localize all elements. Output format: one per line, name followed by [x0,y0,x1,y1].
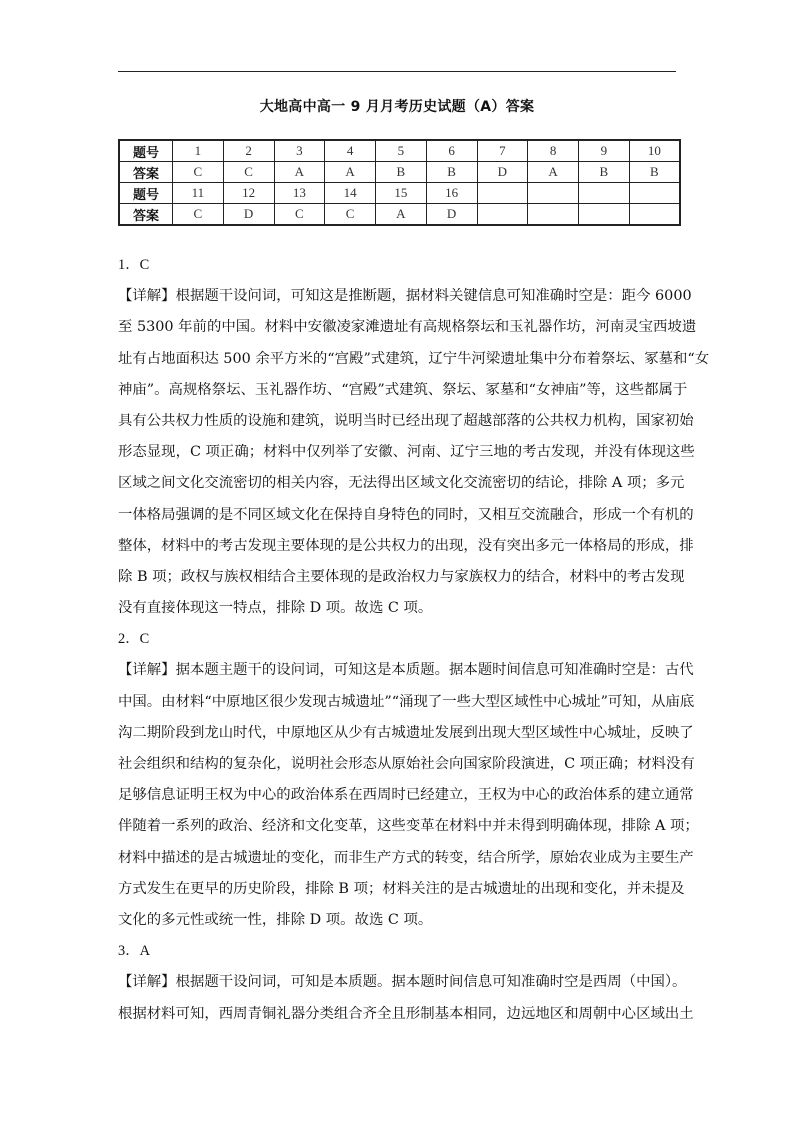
document-title: 大地高中高一 9 月月考历史试题（A）答案 [259,99,535,115]
answer-table [118,139,681,226]
answer-cell: C [173,204,224,226]
row-label: 题号 [119,183,173,204]
question-number-cell: 7 [477,140,528,162]
question-number-cell: 1 [173,140,224,162]
question-number-cell [477,183,528,204]
question-number-cell: 10 [629,140,680,162]
explanation-line: 至 5300 年前的中国。材料中安徽凌家滩遗址有高规格祭坛和玉礼器作坊，河南灵宝西坡遗 [118,319,697,336]
answer-cell: D [477,162,528,183]
explanation-line: 社会组织和结构的复杂化，说明社会形态从原始社会向国家阶段演进，C 项正确；材料没有 [118,756,695,772]
explanation-line: 整体，材料中的考古发现主要体现的是公共权力的出现，没有突出多元一体格局的形成，排 [118,537,694,554]
question-number-row [119,140,680,162]
explanation-line: 中国。由材料“中原地区很少发现古城遗址”“涌现了一些大型区域性中心城址”可知，从庙底 [118,693,695,710]
question-number-cell: 15 [376,183,427,204]
answer-cell [579,204,630,226]
explanation-line: 伴随着一系列的政治、经济和文化变革，这些变革在材料中并未得到明确体现，排除 A 项； [118,818,699,835]
explanation-line: 没有直接体现这一特点，排除 D 项。故选 C 项。 [118,600,433,617]
answer-explanations [118,250,710,1030]
explanation-line: 区域之间文化交流密切的相关内容，无法得出区域文化交流密切的结论，排除 A 项；多元 [118,475,685,492]
explanation-line: 形态显现，C 项正确；材料中仅列举了安徽、河南、辽宁三地的考古发现，并没有体现这些 [118,444,695,461]
row-label: 答案 [119,204,173,226]
question-number-cell [579,183,630,204]
question-number-cell: 9 [579,140,630,162]
question-number-cell: 16 [426,183,477,204]
question-answer-heading: 3．A [118,943,150,960]
question-answer-heading: 1．C [118,257,150,273]
answer-cell: A [528,162,579,183]
answer-cell: D [426,204,477,226]
explanation-line: 除 B 项；政权与族权相结合主要体现的是政治权力与家族权力的结合，材料中的考古发现 [118,568,685,585]
explanation-line: 神庙”。高规格祭坛、玉礼器作坊、“宫殿”式建筑、祭坛、冢墓和“女神庙”等，这些都属于 [118,381,688,398]
answer-cell [629,204,680,226]
explanation-line: 址有占地面积达 500 余平方米的“宫殿”式建筑，辽宁牛河梁遗址集中分布着祭坛、冢墓和“女 [118,350,710,367]
question-number-cell: 8 [528,140,579,162]
answer-cell: A [274,162,325,183]
answer-cell: B [426,162,477,183]
header-rule [118,71,676,72]
question-number-cell: 4 [325,140,376,162]
explanation-line: 【详解】根据题干设问词，可知是本质题。据本题时间信息可知准确时空是西周（中国）。 [118,974,687,991]
explanation-line: 根据材料可知，西周青铜礼器分类组合齐全且形制基本相同，边远地区和周朝中心区域出土 [118,1005,694,1022]
answer-cell [477,204,528,226]
answer-cell: D [223,204,274,226]
answer-cell: B [629,162,680,183]
question-number-cell: 2 [223,140,274,162]
explanation-line: 沟二期阶段到龙山时代，中原地区从少有古城遗址发展到出现大型区域性中心城址，反映了 [118,724,694,741]
question-explanation [118,936,694,1030]
answer-row [119,162,680,183]
question-number-row [119,183,680,204]
answer-cell: C [274,204,325,226]
answer-cell: B [376,162,427,183]
answer-cell: C [325,204,376,226]
question-number-cell: 11 [173,183,224,204]
question-number-cell [528,183,579,204]
question-number-cell: 12 [223,183,274,204]
explanation-line: 文化的多元性或统一性，排除 D 项。故选 C 项。 [118,911,433,928]
question-number-cell [629,183,680,204]
row-label: 答案 [119,162,173,183]
row-label: 题号 [119,140,173,162]
explanation-line: 一体格局强调的是不同区域文化在保持自身特色的同时，又相互交流融合，形成一个有机的 [118,506,694,523]
explanation-line: 具有公共权力性质的设施和建筑，说明当时已经出现了超越部落的公共权力机构，国家初始 [118,412,694,429]
explanation-line: 材料中描述的是古城遗址的变化，而非生产方式的转变，结合所学，原始农业成为主要生产 [118,849,694,866]
question-number-cell: 14 [325,183,376,204]
answer-cell: A [376,204,427,226]
question-number-cell: 5 [376,140,427,162]
explanation-line: 【详解】根据题干设问词，可知这是推断题，据材料关键信息可知准确时空是：距今 6000 [118,288,692,305]
question-explanation [118,624,699,936]
answer-row [119,204,680,226]
explanation-line: 方式发生在更早的历史阶段，排除 B 项；材料关注的是古城遗址的出现和变化，并未提及 [118,880,685,897]
answer-cell: C [223,162,274,183]
question-number-cell: 13 [274,183,325,204]
answer-cell: C [173,162,224,183]
question-explanation [118,250,710,624]
question-number-cell: 6 [426,140,477,162]
question-answer-heading: 2．C [118,631,150,648]
answer-cell: A [325,162,376,183]
answer-cell: B [579,162,630,183]
answer-cell [528,204,579,226]
explanation-line: 足够信息证明王权为中心的政治体系在西周时已经建立，王权为中心的政治体系的建立通常 [118,787,694,804]
explanation-line: 【详解】据本题主题干的设问词，可知这是本质题。据本题时间信息可知准确时空是：古代 [118,662,694,679]
question-number-cell: 3 [274,140,325,162]
